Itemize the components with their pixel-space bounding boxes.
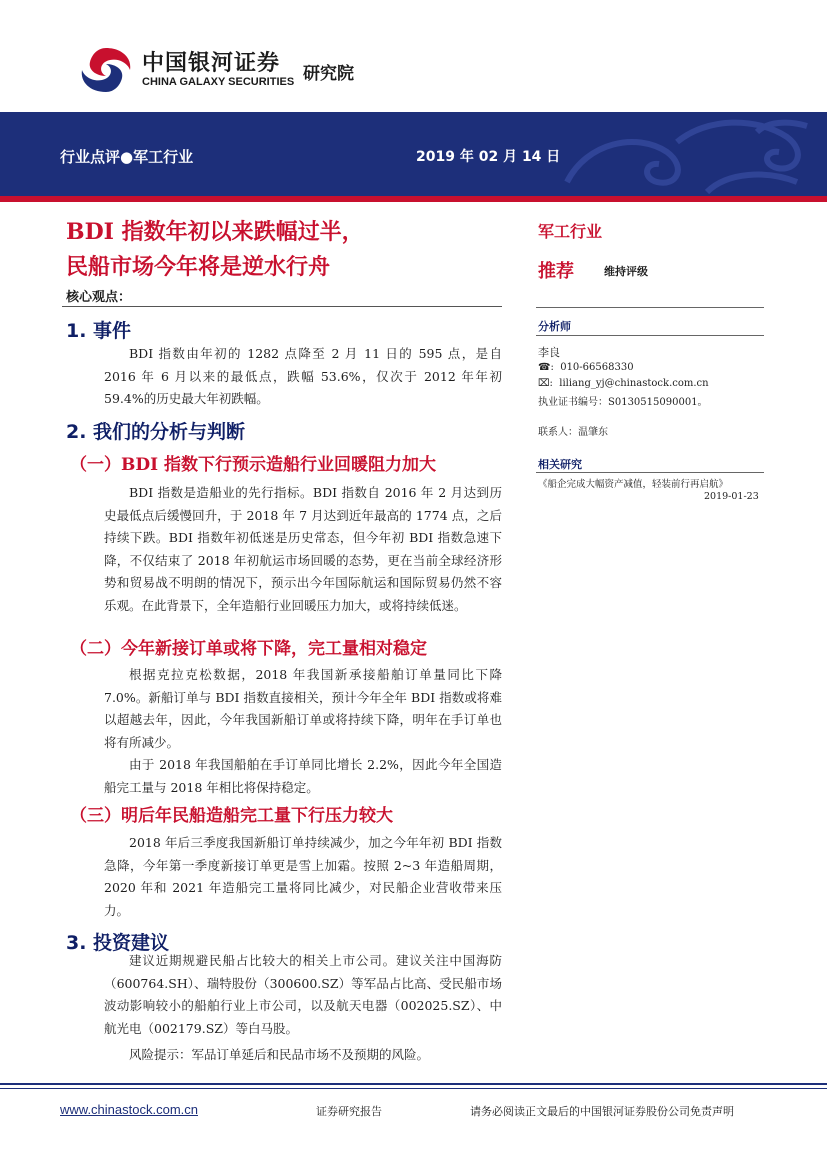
section-1-heading: 1. 事件	[66, 320, 132, 342]
email-icon: ⌧	[538, 378, 550, 389]
footer-divider	[0, 1088, 827, 1089]
footer-divider	[0, 1083, 827, 1085]
subsection-2-paragraph	[104, 664, 502, 799]
subsection-2-heading: （二）今年新接订单或将下降，完工量相对稳定	[70, 639, 427, 659]
analyst-email-row: ⌧: liliang_yj@chinastock.com.cn	[538, 378, 709, 389]
phone-icon: ☎	[538, 362, 551, 373]
sidebar-industry: 军工行业	[538, 222, 603, 241]
related-research-date: 2019-01-23	[704, 491, 759, 502]
subsection-3-paragraph	[104, 832, 502, 922]
sidebar-divider	[536, 307, 764, 308]
paragraph-text: 建议近期规避民船占比较大的相关上市公司。建议关注中国海防（600764.SH）、瑞特股份（300600.SZ）等军品占比高、受民船市场波动影响较小的船舶行业上市公司，以及航天电器（002025.SZ）、中航光电（002179.SZ）等白马股。	[104, 953, 502, 1036]
rating-badge: 推荐	[538, 261, 574, 282]
report-category: 行业点评●军工行业	[60, 148, 194, 166]
analyst-license: 执业证书编号：S0130515090001。	[538, 397, 708, 408]
footer-disclaimer: 请务必阅读正文最后的中国银河证券股份公司免责声明	[470, 1105, 734, 1118]
institute-name: 研究院	[303, 64, 354, 84]
sidebar-divider	[536, 335, 764, 336]
analyst-phone-row: ☎: 010-66568330	[538, 362, 634, 373]
report-title-line1: BDI 指数年初以来跌幅过半，	[66, 219, 364, 245]
paragraph-text: BDI 指数由年初的 1282 点降至 2 月 11 日的 595 点，是自 2016 年 6 月以来的最低点，跌幅 53.6%，仅次于 2012 年年初 59.4%的历史最大年初跌幅。	[104, 346, 502, 406]
footer-report-type: 证券研究报告	[316, 1105, 382, 1118]
sidebar-divider	[536, 472, 764, 473]
report-title-line2: 民船市场今年将是逆水行舟	[66, 254, 331, 280]
company-name-en: CHINA GALAXY SECURITIES	[142, 76, 295, 88]
subsection-3-heading: （三）明后年民船造船完工量下行压力较大	[70, 806, 393, 826]
risk-warning: 风险提示：军品订单延后和民品市场不及预期的风险。	[129, 1047, 430, 1062]
subsection-1-heading: （一）BDI 指数下行预示造船行业回暖阻力加大	[70, 455, 436, 475]
banner-accent-bar	[0, 196, 827, 202]
analyst-label: 分析师	[538, 320, 571, 333]
report-date: 2019 年 02 月 14 日	[416, 149, 561, 165]
paragraph-text: 2018 年后三季度我国新船订单持续减少，加之今年年初 BDI 指数急降，今年第一季度新接订单更是雪上加霜。按照 2~3 年造船周期，2020 年和 2021 年造船完工量将同比减少，对民船企业营收带来压力。	[104, 835, 502, 918]
section-3-paragraph	[104, 950, 502, 1067]
divider	[62, 306, 502, 307]
cloud-pattern-icon	[527, 112, 827, 196]
section-2-heading: 2. 我们的分析与判断	[66, 421, 246, 443]
paragraph-text: BDI 指数是造船业的先行指标。BDI 指数自 2016 年 2 月达到历史最低点后缓慢回升，于 2018 年 7 月达到近年最高的 1774 点，之后持续下跌。BDI 指数年初低迷是历史常态，但今年初 BDI 指数急速下降，不仅结束了 2018 年初航运市场回暖的态势，更在当前全球经济形势和贸易战不明朗的情况下，预示出今年国际航运和国际贸易仍然不容乐观。在此背景下，全年造船行业回暖压力加大，或将持续低迷。	[104, 485, 502, 613]
paragraph-text: 由于 2018 年我国船舶在手订单同比增长 2.2%，因此今年全国造船完工量与 2018 年相比将保持稳定。	[104, 757, 502, 795]
subsection-1-paragraph	[104, 482, 502, 617]
core-view-label: 核心观点：	[66, 290, 132, 305]
analyst-name: 李良	[538, 346, 560, 359]
company-logo	[78, 42, 378, 100]
analyst-email[interactable]: liliang_yj@chinastock.com.cn	[559, 378, 709, 389]
website-link[interactable]: www.chinastock.com.cn	[60, 1102, 198, 1117]
analyst-phone: 010-66568330	[560, 362, 634, 373]
galaxy-logo-icon	[78, 44, 134, 96]
rating-note: 维持评级	[604, 265, 648, 278]
section-1-paragraph	[104, 343, 502, 411]
company-name-cn: 中国银河证券	[142, 51, 281, 76]
related-research-title[interactable]: 《船企完成大幅资产减值，轻装前行再启航》	[538, 479, 729, 490]
section-3-heading: 3. 投资建议	[66, 932, 170, 954]
related-research-label: 相关研究	[538, 458, 582, 471]
paragraph-text: 根据克拉克松数据，2018 年我国新承接船舶订单量同比下降 7.0%。新船订单与 BDI 指数直接相关，预计今年全年 BDI 指数或将难以超越去年，因此，今年我国新船订单或将持续下降，明年在手订单也将有所减少。	[104, 667, 502, 750]
contact-person: 联系人：温肇东	[538, 427, 608, 438]
